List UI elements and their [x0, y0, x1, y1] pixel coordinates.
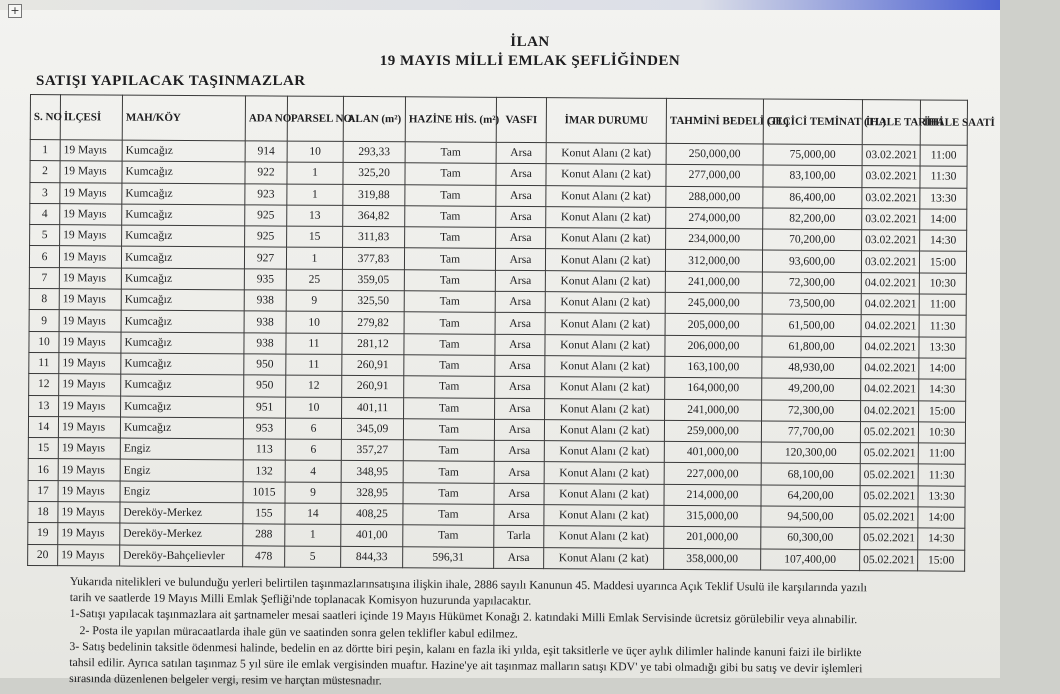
- village-cell: Dereköy-Merkez: [120, 502, 243, 524]
- treasury-share-cell: Tam: [403, 504, 494, 526]
- area-cell: 844,33: [341, 546, 403, 568]
- estimated-price-cell: 259,000,00: [664, 420, 761, 442]
- estimated-price-cell: 163,100,00: [665, 356, 762, 378]
- zoning-cell: Konut Alanı (2 kat): [545, 270, 665, 292]
- village-cell: Kumcağız: [121, 374, 244, 396]
- auction-date-cell: 04.02.2021: [861, 336, 919, 358]
- treasury-share-cell: Tam: [405, 142, 496, 164]
- row-number: 16: [28, 459, 58, 480]
- type-cell: Arsa: [495, 334, 545, 356]
- type-cell: Arsa: [494, 547, 544, 569]
- notice-line: sırasında düzenlenen belgeler vergi, resim ve harçtan müstesnadır.: [69, 671, 382, 688]
- deposit-cell: 49,200,00: [762, 378, 861, 400]
- notice-line: Yukarıda nitelikleri ve bulunduğu yerleri belirtilen taşınmazlarınsatışına ilişkin ihale, 2886 sayılı Kanunun 45. Maddesi uyarınca Açık Teklif Usulü ile karşılarında yazılı: [69, 573, 867, 595]
- district-cell: 19 Mayıs: [59, 353, 121, 375]
- area-cell: 293,33: [343, 141, 405, 163]
- block-cell: 950: [244, 375, 286, 397]
- type-cell: Arsa: [494, 440, 544, 462]
- notice-line: 3- Satış bedelinin taksitle ödenmesi halinde, bedelin en az dörtte biri peşin, kalanı en fazla iki yılda, eşit taksitlerle ve üçer aylık dilimler halinde kanuni faizi ile birlikte: [69, 638, 862, 660]
- treasury-share-cell: Tam: [403, 483, 494, 505]
- district-cell: 19 Mayıs: [58, 523, 120, 545]
- treasury-share-cell: Tam: [405, 206, 496, 228]
- row-number: 5: [30, 225, 60, 246]
- estimated-price-cell: 401,000,00: [664, 442, 761, 464]
- auction-date-cell: 05.02.2021: [860, 443, 918, 465]
- property-table: [27, 94, 995, 572]
- row-number: 13: [29, 395, 59, 416]
- col-header: İHALE TARİHİ: [862, 100, 920, 145]
- zoning-cell: Konut Alanı (2 kat): [546, 164, 666, 186]
- type-cell: Arsa: [494, 419, 544, 441]
- type-cell: Arsa: [496, 142, 546, 164]
- estimated-price-cell: 277,000,00: [666, 165, 763, 187]
- estimated-price-cell: 288,000,00: [666, 186, 763, 208]
- area-cell: 325,50: [342, 290, 404, 312]
- estimated-price-cell: 205,000,00: [665, 314, 762, 336]
- col-header: MAH/KÖY: [122, 95, 245, 141]
- auction-time-cell: 13:30: [918, 486, 965, 508]
- auction-date-cell: 04.02.2021: [861, 400, 919, 422]
- deposit-cell: 61,500,00: [762, 314, 861, 336]
- district-cell: 19 Mayıs: [59, 246, 121, 268]
- zoning-cell: Konut Alanı (2 kat): [545, 313, 665, 335]
- type-cell: Arsa: [495, 270, 545, 292]
- row-number: 3: [30, 182, 60, 203]
- district-cell: 19 Mayıs: [60, 182, 122, 204]
- row-number: 7: [29, 267, 59, 288]
- row-number: 2: [30, 161, 60, 182]
- district-cell: 19 Mayıs: [58, 459, 120, 481]
- village-cell: Kumcağız: [122, 140, 245, 162]
- row-number: 20: [28, 544, 58, 565]
- type-cell: Arsa: [494, 504, 544, 526]
- auction-date-cell: 05.02.2021: [860, 528, 918, 550]
- type-cell: Arsa: [495, 398, 545, 420]
- block-cell: 113: [243, 439, 285, 461]
- row-number: 12: [29, 374, 59, 395]
- type-cell: Arsa: [496, 206, 546, 228]
- treasury-share-cell: Tam: [404, 291, 495, 313]
- village-cell: Kumcağız: [121, 247, 244, 269]
- deposit-cell: 73,500,00: [762, 293, 861, 315]
- district-cell: 19 Mayıs: [59, 289, 121, 311]
- deposit-cell: 70,200,00: [763, 229, 862, 251]
- estimated-price-cell: 214,000,00: [664, 484, 761, 506]
- block-cell: 925: [245, 226, 287, 248]
- district-cell: 19 Mayıs: [59, 331, 121, 353]
- deposit-cell: 107,400,00: [761, 549, 860, 571]
- col-header: HAZİNE HİS. (m²): [405, 97, 496, 143]
- district-cell: 19 Mayıs: [60, 140, 122, 162]
- treasury-share-cell: 596,31: [403, 546, 494, 568]
- village-cell: Kumcağız: [121, 396, 244, 418]
- parcel-cell: 9: [286, 290, 342, 312]
- block-cell: 132: [243, 460, 285, 482]
- zoning-cell: Konut Alanı (2 kat): [544, 420, 664, 442]
- auction-date-cell: 03.02.2021: [862, 187, 920, 209]
- district-cell: 19 Mayıs: [59, 395, 121, 417]
- village-cell: Kumcağız: [121, 289, 244, 311]
- treasury-share-cell: Tam: [405, 163, 496, 185]
- type-cell: Arsa: [495, 355, 545, 377]
- parcel-cell: 6: [285, 418, 341, 440]
- zoning-cell: Konut Alanı (2 kat): [544, 505, 664, 527]
- block-cell: 922: [245, 162, 287, 184]
- deposit-cell: 72,300,00: [762, 272, 861, 294]
- notice-line: 1-Satışı yapılacak taşınmazlara ait şartnameler mesai saatleri içinde 19 Mayıs Hükümet Konağı 2. katındaki Milli Emlak Servisinde ücretsiz görülebilir veya alınabilir.: [69, 606, 858, 627]
- village-cell: Engiz: [120, 438, 243, 460]
- area-cell: 348,95: [341, 461, 403, 483]
- table-header-row: [30, 95, 967, 146]
- village-cell: Engiz: [120, 460, 243, 482]
- auction-time-cell: 11:30: [918, 464, 965, 486]
- parcel-cell: 9: [285, 482, 341, 504]
- deposit-cell: 61,800,00: [762, 336, 861, 358]
- parcel-cell: 1: [287, 162, 343, 184]
- auction-time-cell: 14:30: [919, 379, 966, 401]
- deposit-cell: 60,300,00: [761, 527, 860, 549]
- village-cell: Kumcağız: [121, 310, 244, 332]
- district-cell: 19 Mayıs: [58, 480, 120, 502]
- auction-time-cell: 15:00: [919, 251, 966, 273]
- block-cell: 923: [245, 183, 287, 205]
- auction-time-cell: 10:30: [919, 273, 966, 295]
- page-title: İLAN: [510, 34, 550, 50]
- block-cell: 155: [243, 503, 285, 525]
- parcel-cell: 11: [286, 354, 342, 376]
- type-cell: Arsa: [494, 462, 544, 484]
- notice-line: tahsil edilir. Ayrıca satılan taşınmaz 5 yıl süre ile emlak vergisinden muaftır. Hazine'ye ait taşınmaz malların satışı KDV' ye tabi olmadığı gibi bu satış ve devir işlemleri: [69, 655, 863, 676]
- auction-date-cell: 04.02.2021: [861, 379, 919, 401]
- type-cell: Arsa: [495, 313, 545, 335]
- auction-date-cell: 05.02.2021: [860, 485, 918, 507]
- block-cell: 938: [244, 311, 286, 333]
- district-cell: 19 Mayıs: [60, 161, 122, 183]
- deposit-cell: 48,930,00: [762, 357, 861, 379]
- col-header: PARSEL NO: [287, 96, 343, 141]
- estimated-price-cell: 315,000,00: [664, 505, 761, 527]
- deposit-cell: 120,300,00: [761, 442, 860, 464]
- deposit-cell: 93,600,00: [762, 250, 861, 272]
- parcel-cell: 10: [287, 141, 343, 163]
- district-cell: 19 Mayıs: [60, 204, 122, 226]
- estimated-price-cell: 227,000,00: [664, 463, 761, 485]
- type-cell: Tarla: [494, 526, 544, 548]
- deposit-cell: 82,200,00: [763, 208, 862, 230]
- estimated-price-cell: 250,000,00: [666, 143, 763, 165]
- area-cell: 281,12: [342, 333, 404, 355]
- auction-time-cell: 11:00: [918, 443, 965, 465]
- zoning-cell: Konut Alanı (2 kat): [545, 292, 665, 314]
- village-cell: Kumcağız: [122, 161, 245, 183]
- treasury-share-cell: Tam: [404, 270, 495, 292]
- row-number: 4: [30, 203, 60, 224]
- district-cell: 19 Mayıs: [58, 438, 120, 460]
- zoning-cell: Konut Alanı (2 kat): [544, 441, 664, 463]
- estimated-price-cell: 164,000,00: [665, 378, 762, 400]
- row-number: 1: [30, 140, 60, 161]
- area-cell: 325,20: [343, 163, 405, 185]
- parcel-cell: 13: [287, 205, 343, 227]
- deposit-cell: 75,000,00: [763, 144, 862, 166]
- auction-time-cell: 15:00: [918, 550, 965, 572]
- auction-date-cell: 05.02.2021: [860, 421, 918, 443]
- parcel-cell: 14: [285, 503, 341, 525]
- type-cell: Arsa: [495, 291, 545, 313]
- estimated-price-cell: 358,000,00: [664, 548, 761, 570]
- deposit-cell: 83,100,00: [763, 165, 862, 187]
- area-cell: 377,83: [342, 248, 404, 270]
- row-number: 6: [29, 246, 59, 267]
- treasury-share-cell: Tam: [403, 419, 494, 441]
- zoning-cell: Konut Alanı (2 kat): [544, 547, 664, 569]
- auction-date-cell: 04.02.2021: [861, 358, 919, 380]
- auction-date-cell: 03.02.2021: [861, 251, 919, 273]
- treasury-share-cell: Tam: [404, 248, 495, 270]
- parcel-cell: 4: [285, 461, 341, 483]
- area-cell: 359,05: [342, 269, 404, 291]
- village-cell: Engiz: [120, 481, 243, 503]
- village-cell: Kumcağız: [122, 225, 245, 247]
- block-cell: 935: [244, 269, 286, 291]
- auction-date-cell: 05.02.2021: [860, 507, 918, 529]
- village-cell: Kumcağız: [120, 417, 243, 439]
- auction-date-cell: 04.02.2021: [861, 294, 919, 316]
- area-cell: 328,95: [341, 482, 403, 504]
- treasury-share-cell: Tam: [404, 355, 495, 377]
- block-cell: 1015: [243, 482, 285, 504]
- treasury-share-cell: Tam: [404, 397, 495, 419]
- auction-time-cell: 10:30: [918, 422, 965, 444]
- parcel-cell: 10: [286, 311, 342, 333]
- area-cell: 401,00: [341, 525, 403, 547]
- zoning-cell: Konut Alanı (2 kat): [544, 483, 664, 505]
- district-cell: 19 Mayıs: [60, 225, 122, 247]
- row-number: 10: [29, 331, 59, 352]
- parcel-cell: 10: [286, 397, 342, 419]
- col-header: İMAR DURUMU: [546, 98, 666, 144]
- auction-date-cell: 03.02.2021: [862, 166, 920, 188]
- type-cell: Arsa: [495, 377, 545, 399]
- auction-time-cell: 14:00: [919, 358, 966, 380]
- area-cell: 279,82: [342, 312, 404, 334]
- zoning-cell: Konut Alanı (2 kat): [545, 377, 665, 399]
- block-cell: 914: [245, 141, 287, 163]
- parcel-cell: 1: [286, 248, 342, 270]
- estimated-price-cell: 245,000,00: [665, 292, 762, 314]
- auction-date-cell: 04.02.2021: [861, 315, 919, 337]
- area-cell: 260,91: [342, 354, 404, 376]
- estimated-price-cell: 274,000,00: [666, 207, 763, 229]
- village-cell: Kumcağız: [121, 332, 244, 354]
- notice-line: 2- Posta ile yapılan müracaatlarda ihale gün ve saatinden sonra gelen teklifler kabul edilmez.: [79, 622, 518, 641]
- parcel-cell: 25: [286, 269, 342, 291]
- estimated-price-cell: 234,000,00: [666, 229, 763, 251]
- zoning-cell: Konut Alanı (2 kat): [546, 143, 666, 165]
- expand-plus-icon[interactable]: +: [8, 4, 22, 18]
- zoning-cell: Konut Alanı (2 kat): [544, 526, 664, 548]
- row-number: 11: [29, 352, 59, 373]
- col-header: ALAN (m²): [343, 96, 405, 141]
- district-cell: 19 Mayıs: [58, 417, 120, 439]
- district-cell: 19 Mayıs: [58, 502, 120, 524]
- village-cell: Kumcağız: [122, 183, 245, 205]
- block-cell: 478: [243, 545, 285, 567]
- parcel-cell: 15: [287, 226, 343, 248]
- area-cell: 319,88: [343, 184, 405, 206]
- table-body: [28, 140, 968, 572]
- treasury-share-cell: Tam: [403, 461, 494, 483]
- area-cell: 345,09: [341, 418, 403, 440]
- treasury-share-cell: Tam: [404, 376, 495, 398]
- notice-text: [69, 573, 975, 694]
- treasury-share-cell: Tam: [403, 440, 494, 462]
- col-header: TAHMİNİ BEDELİ (TL): [666, 98, 763, 144]
- estimated-price-cell: 241,000,00: [665, 271, 762, 293]
- row-number: 19: [28, 523, 58, 544]
- type-cell: Arsa: [496, 185, 546, 207]
- row-number: 17: [28, 480, 58, 501]
- district-cell: 19 Mayıs: [58, 544, 120, 566]
- block-cell: 938: [244, 290, 286, 312]
- col-header: GEÇİCİ TEMİNAT (TL): [763, 99, 862, 145]
- area-cell: 408,25: [341, 503, 403, 525]
- zoning-cell: Konut Alanı (2 kat): [544, 462, 664, 484]
- treasury-share-cell: Tam: [404, 312, 495, 334]
- block-cell: 925: [245, 205, 287, 227]
- treasury-share-cell: Tam: [405, 184, 496, 206]
- auction-date-cell: 04.02.2021: [861, 272, 919, 294]
- zoning-cell: Konut Alanı (2 kat): [546, 207, 666, 229]
- col-header: İHALE SAATİ: [920, 100, 967, 145]
- row-number: 18: [28, 502, 58, 523]
- row-number: 14: [28, 416, 58, 437]
- deposit-cell: 68,100,00: [761, 463, 860, 485]
- treasury-share-cell: Tam: [404, 333, 495, 355]
- area-cell: 357,27: [341, 440, 403, 462]
- parcel-cell: 5: [285, 546, 341, 568]
- notice-line: tarih ve saatlerde 19 Mayıs Milli Emlak Şefliği'nde toplanacak Komisyon huzurunda yapılacaktır.: [69, 590, 532, 608]
- col-header: S. NO: [30, 95, 60, 140]
- village-cell: Dereköy-Bahçelievler: [120, 545, 243, 567]
- zoning-cell: Konut Alanı (2 kat): [545, 249, 665, 271]
- district-cell: 19 Mayıs: [59, 374, 121, 396]
- block-cell: 927: [244, 247, 286, 269]
- deposit-cell: 86,400,00: [763, 187, 862, 209]
- parcel-cell: 1: [287, 184, 343, 206]
- parcel-cell: 11: [286, 333, 342, 355]
- estimated-price-cell: 206,000,00: [665, 335, 762, 357]
- col-header: ADA NO: [245, 96, 287, 141]
- auction-time-cell: 11:30: [919, 315, 966, 337]
- auction-time-cell: 14:30: [920, 230, 967, 252]
- deposit-cell: 64,200,00: [761, 485, 860, 507]
- block-cell: 953: [243, 418, 285, 440]
- type-cell: Arsa: [496, 228, 546, 250]
- estimated-price-cell: 312,000,00: [665, 250, 762, 272]
- auction-time-cell: 11:30: [920, 166, 967, 188]
- auction-date-cell: 03.02.2021: [862, 145, 920, 167]
- area-cell: 311,83: [343, 227, 405, 249]
- village-cell: Kumcağız: [122, 204, 245, 226]
- parcel-cell: 6: [285, 439, 341, 461]
- type-cell: Arsa: [494, 483, 544, 505]
- col-header: VASFI: [496, 97, 546, 142]
- district-cell: 19 Mayıs: [59, 310, 121, 332]
- area-cell: 364,82: [343, 205, 405, 227]
- village-cell: Dereköy-Merkez: [120, 523, 243, 545]
- page-subtitle: 19 MAYIS MİLLİ EMLAK ŞEFLİĞİNDEN: [379, 53, 681, 69]
- estimated-price-cell: 241,000,00: [665, 399, 762, 421]
- auction-date-cell: 05.02.2021: [860, 464, 918, 486]
- row-number: 9: [29, 310, 59, 331]
- parcel-cell: 1: [285, 524, 341, 546]
- window-top-strip: [0, 0, 1000, 10]
- type-cell: Arsa: [495, 249, 545, 271]
- block-cell: 288: [243, 524, 285, 546]
- deposit-cell: 72,300,00: [762, 400, 861, 422]
- zoning-cell: Konut Alanı (2 kat): [546, 185, 666, 207]
- auction-time-cell: 15:00: [919, 400, 966, 422]
- auction-time-cell: 11:00: [919, 294, 966, 316]
- block-cell: 950: [244, 354, 286, 376]
- treasury-share-cell: Tam: [405, 227, 496, 249]
- zoning-cell: Konut Alanı (2 kat): [545, 334, 665, 356]
- deposit-cell: 94,500,00: [761, 506, 860, 528]
- row-number: 8: [29, 289, 59, 310]
- zoning-cell: Konut Alanı (2 kat): [546, 228, 666, 250]
- district-cell: 19 Mayıs: [59, 267, 121, 289]
- parcel-cell: 12: [286, 375, 342, 397]
- auction-time-cell: 13:30: [919, 337, 966, 359]
- block-cell: 938: [244, 332, 286, 354]
- type-cell: Arsa: [496, 164, 546, 186]
- village-cell: Kumcağız: [121, 353, 244, 375]
- deposit-cell: 77,700,00: [761, 421, 860, 443]
- auction-time-cell: 14:00: [918, 507, 965, 529]
- section-heading: SATIŞI YAPILACAK TAŞINMAZLAR: [36, 73, 306, 89]
- col-header: İLÇESİ: [60, 95, 122, 140]
- auction-time-cell: 13:30: [920, 188, 967, 210]
- area-cell: 260,91: [342, 376, 404, 398]
- zoning-cell: Konut Alanı (2 kat): [545, 356, 665, 378]
- treasury-share-cell: Tam: [403, 525, 494, 547]
- auction-time-cell: 14:30: [918, 528, 965, 550]
- estimated-price-cell: 201,000,00: [664, 527, 761, 549]
- zoning-cell: Konut Alanı (2 kat): [545, 398, 665, 420]
- auction-date-cell: 03.02.2021: [862, 208, 920, 230]
- auction-date-cell: 03.02.2021: [862, 230, 920, 252]
- auction-date-cell: 05.02.2021: [860, 549, 918, 571]
- auction-time-cell: 14:00: [920, 209, 967, 231]
- block-cell: 951: [244, 396, 286, 418]
- village-cell: Kumcağız: [121, 268, 244, 290]
- row-number: 15: [28, 438, 58, 459]
- auction-time-cell: 11:00: [920, 145, 967, 167]
- area-cell: 401,11: [342, 397, 404, 419]
